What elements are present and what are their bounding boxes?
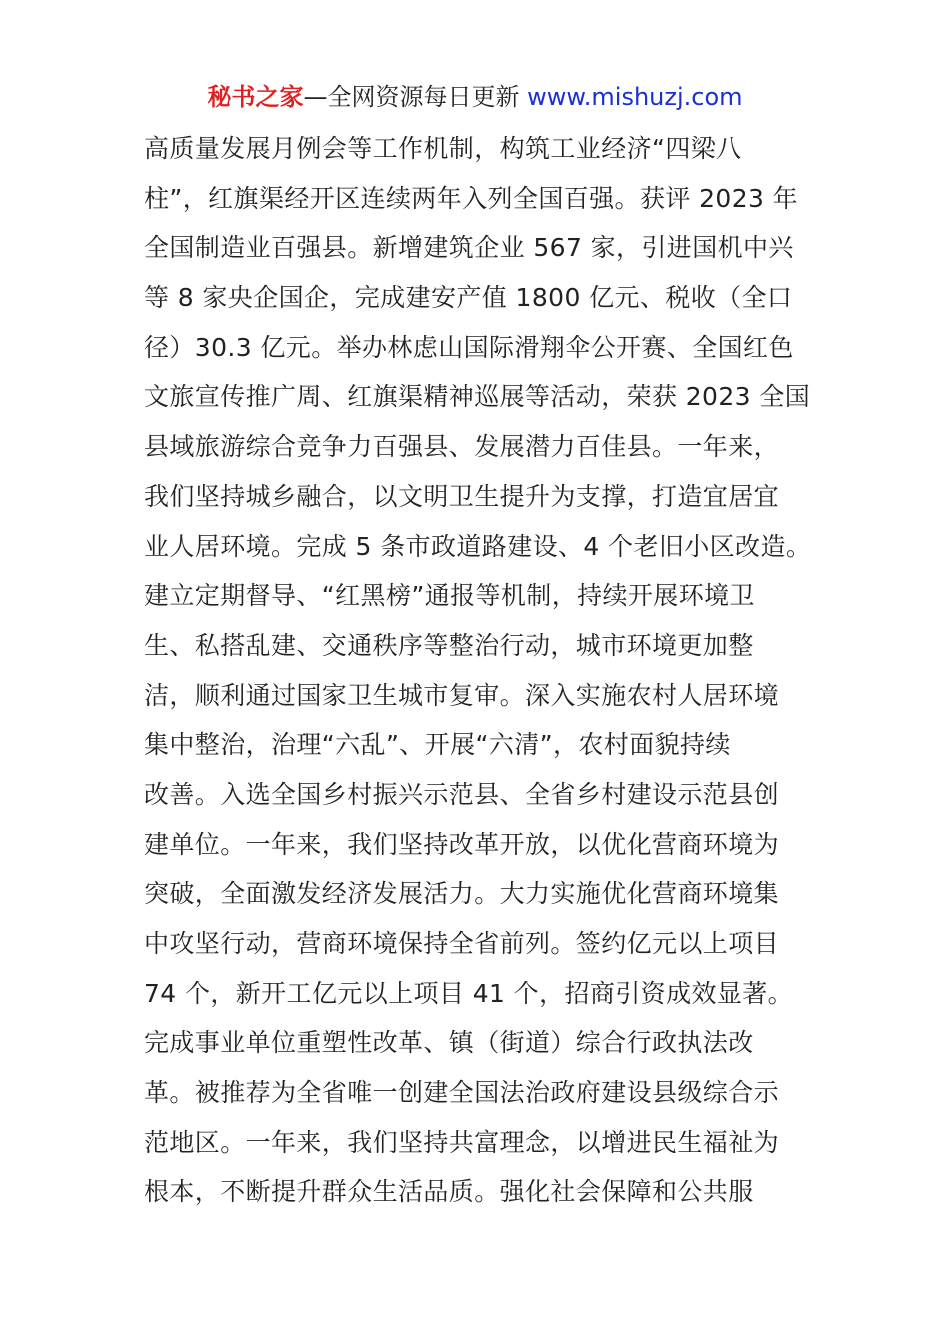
text-line: 我们坚持城乡融合，以文明卫生提升为支撑，打造宜居宜: [144, 481, 780, 511]
text-line: 全国制造业百强县。新增建筑企业 567 家，引进国机中兴: [144, 233, 794, 263]
site-header: [0, 80, 950, 114]
text-line: 建单位。一年来，我们坚持改革开放，以优化营商环境为: [144, 829, 780, 859]
text-line: 县域旅游综合竞争力百强县、发展潜力百佳县。一年来，: [144, 432, 780, 462]
document-body: [144, 124, 824, 1217]
text-line: 完成事业单位重塑性改革、镇（街道）综合行政执法改: [144, 1028, 754, 1058]
site-tagline: —全网资源每日更新: [303, 83, 528, 111]
site-brand: 秘书之家: [207, 83, 304, 111]
text-line: 洁，顺利通过国家卫生城市复审。深入实施农村人居环境: [144, 680, 780, 710]
text-line: 业人居环境。完成 5 条市政道路建设、4 个老旧小区改造。: [144, 531, 812, 561]
text-line: 根本，不断提升群众生活品质。强化社会保障和公共服: [144, 1177, 754, 1207]
text-line: 革。被推荐为全省唯一创建全国法治政府建设县级综合示: [144, 1078, 780, 1108]
text-line: 改善。入选全国乡村振兴示范县、全省乡村建设示范县创: [144, 779, 780, 809]
text-line: 建立定期督导、“红黑榜”通报等机制，持续开展环境卫: [144, 581, 755, 611]
text-line: 中攻坚行动，营商环境保持全省前列。签约亿元以上项目: [144, 929, 780, 958]
text-line: 集中整治，治理“六乱”、开展“六清”，农村面貌持续: [144, 730, 731, 760]
text-line: 生、私搭乱建、交通秩序等整治行动，城市环境更加整: [144, 630, 754, 660]
text-line: 突破，全面激发经济发展活力。大力实施优化营商环境集: [144, 879, 780, 909]
text-line: 文旅宣传推广周、红旗渠精神巡展等活动，荣获 2023 全国: [144, 382, 811, 412]
text-line: 柱”，红旗渠经开区连续两年入列全国百强。获评 2023 年: [144, 183, 799, 213]
text-line: 74 个，新开工亿元以上项目 41 个，招商引资成效显著。: [144, 978, 794, 1008]
text-line: 高质量发展月例会等工作机制，构筑工业经济“四梁八: [144, 134, 742, 163]
site-url-link[interactable]: www.mishuzj.com: [527, 83, 743, 111]
text-line: 径）30.3 亿元。举办林虑山国际滑翔伞公开赛、全国红色: [144, 332, 794, 362]
text-line: 等 8 家央企国企，完成建安产值 1800 亿元、税收（全口: [144, 283, 793, 313]
text-line: 范地区。一年来，我们坚持共富理念，以增进民生福祉为: [144, 1127, 780, 1157]
